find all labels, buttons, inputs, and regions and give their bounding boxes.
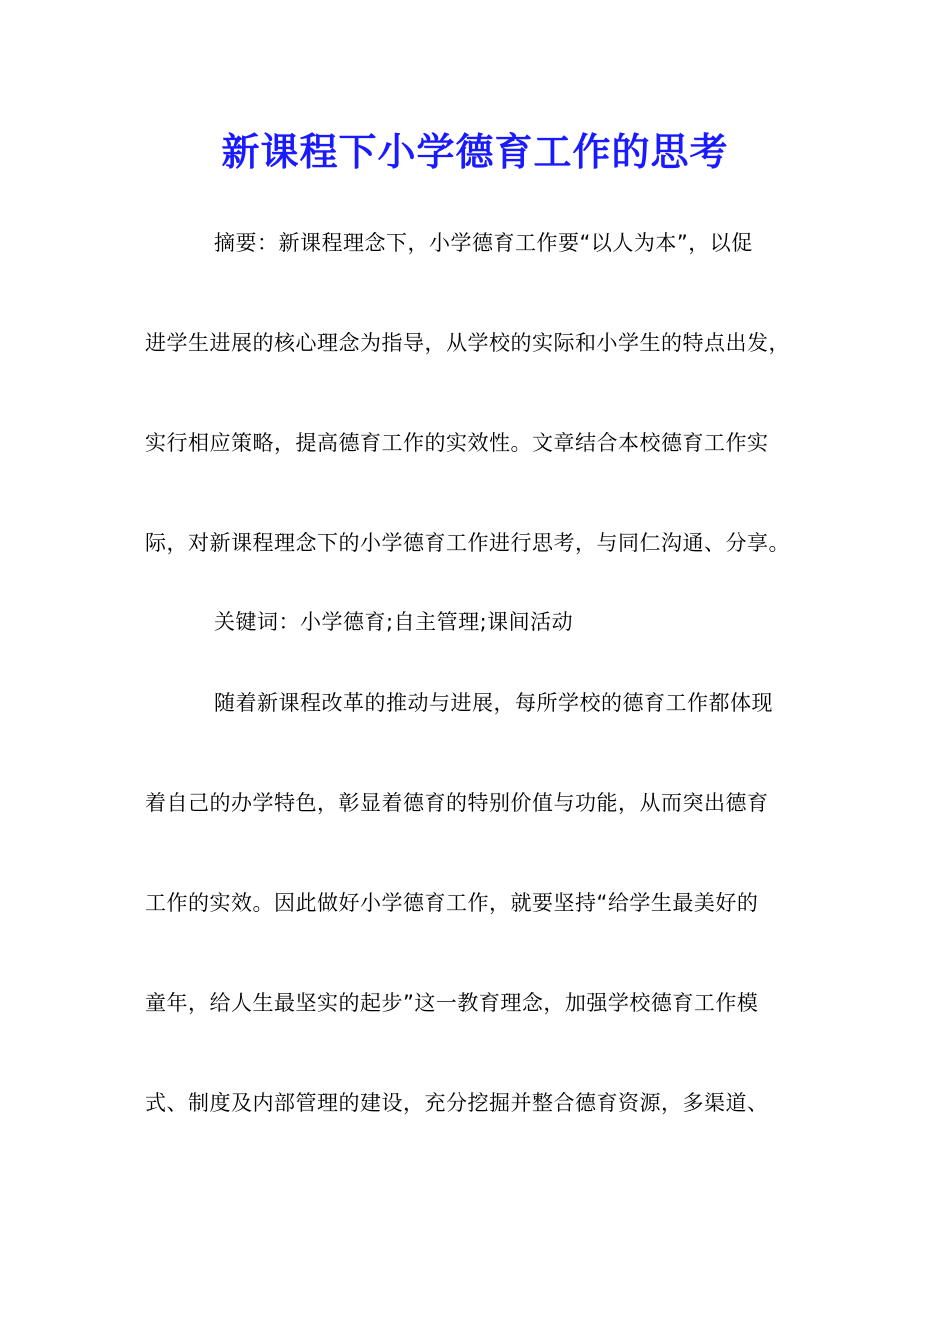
- body-line: 随着新课程改革的推动与进展，每所学校的德育工作都体现: [214, 691, 773, 715]
- document-title: 新课程下小学德育工作的思考: [221, 129, 729, 174]
- abstract-line: 进学生进展的核心理念为指导，从学校的实际和小学生的特点出发，: [145, 331, 790, 355]
- body-line: 式、制度及内部管理的建设，充分挖掘并整合德育资源，多渠道、: [145, 1091, 769, 1115]
- abstract-line: 实行相应策略，提高德育工作的实效性。文章结合本校德育工作实: [145, 431, 769, 455]
- abstract-line: 摘要：新课程理念下，小学德育工作要“以人为本”，以促: [214, 231, 753, 255]
- keywords-line: 关键词：小学德育;自主管理;课间活动: [214, 610, 574, 634]
- body-line: 工作的实效。因此做好小学德育工作，就要坚持“给学生最美好的: [145, 891, 759, 915]
- abstract-line: 际，对新课程理念下的小学德育工作进行思考，与同仁沟通、分享。: [145, 531, 790, 555]
- body-line: 着自己的办学特色，彰显着德育的特别价值与功能，从而突出德育: [145, 791, 769, 815]
- body-line: 童年，给人生最坚实的起步”这一教育理念，加强学校德育工作模: [145, 991, 759, 1015]
